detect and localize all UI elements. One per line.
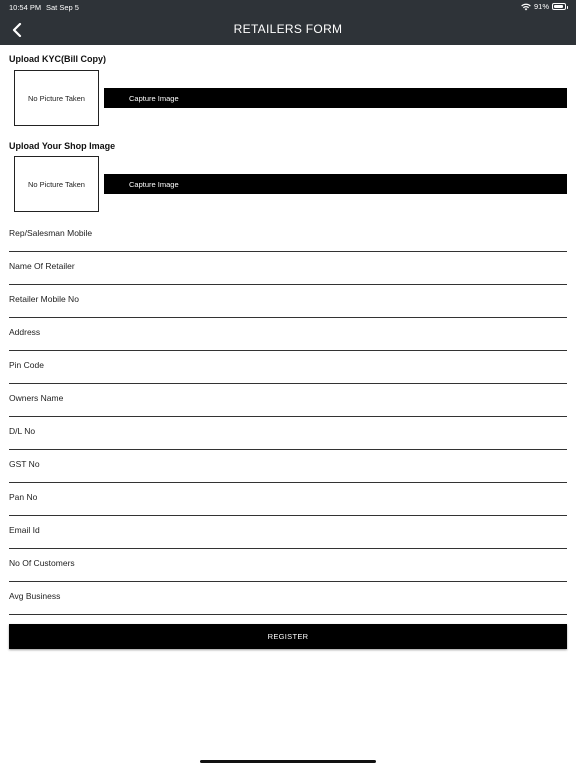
- field-label: Name Of Retailer: [9, 261, 75, 271]
- battery-percent: 91%: [533, 2, 549, 11]
- retailer-name-field[interactable]: [9, 251, 567, 285]
- pan-no-field[interactable]: [9, 482, 567, 516]
- field-label: Pin Code: [9, 360, 44, 370]
- field-label: Owners Name: [9, 393, 64, 403]
- register-button[interactable]: REGISTER: [9, 624, 567, 649]
- retailer-mobile-field[interactable]: [9, 284, 567, 318]
- field-label: No Of Customers: [9, 558, 75, 568]
- field-label: Pan No: [9, 492, 38, 502]
- kyc-upload-label: Upload KYC(Bill Copy): [9, 54, 106, 64]
- status-date: Sat Sep 5: [46, 3, 79, 12]
- gst-no-field[interactable]: [9, 449, 567, 483]
- field-label: Address: [9, 327, 41, 337]
- status-time: 10:54 PM: [9, 3, 42, 12]
- wifi-icon: [521, 3, 531, 11]
- owners-name-field[interactable]: [9, 383, 567, 417]
- shop-upload-label: Upload Your Shop Image: [9, 141, 116, 151]
- page-title: RETAILERS FORM: [233, 22, 343, 36]
- field-label: Email Id: [9, 525, 40, 535]
- field-label: GST No: [9, 459, 40, 469]
- status-bar: [0, 0, 576, 14]
- shop-capture-button[interactable]: Capture Image: [104, 174, 567, 194]
- pin-code-field[interactable]: [9, 350, 567, 384]
- email-field[interactable]: [9, 515, 567, 549]
- field-label: Rep/Salesman Mobile: [9, 228, 93, 238]
- avg-business-field[interactable]: [9, 581, 567, 615]
- kyc-image-preview: No Picture Taken: [14, 70, 99, 126]
- rep-mobile-field[interactable]: [9, 218, 567, 252]
- kyc-capture-button[interactable]: Capture Image: [104, 88, 567, 108]
- battery-icon: [552, 3, 566, 10]
- customers-count-field[interactable]: [9, 548, 567, 582]
- battery-level: [554, 5, 563, 8]
- address-field[interactable]: [9, 317, 567, 351]
- status-indicators: [521, 2, 566, 11]
- field-label: Retailer Mobile No: [9, 294, 79, 304]
- field-label: D/L No: [9, 426, 36, 436]
- shop-image-preview: No Picture Taken: [14, 156, 99, 212]
- home-indicator[interactable]: [200, 760, 376, 763]
- field-label: Avg Business: [9, 591, 61, 601]
- navigation-bar: [0, 0, 576, 45]
- dl-no-field[interactable]: [9, 416, 567, 450]
